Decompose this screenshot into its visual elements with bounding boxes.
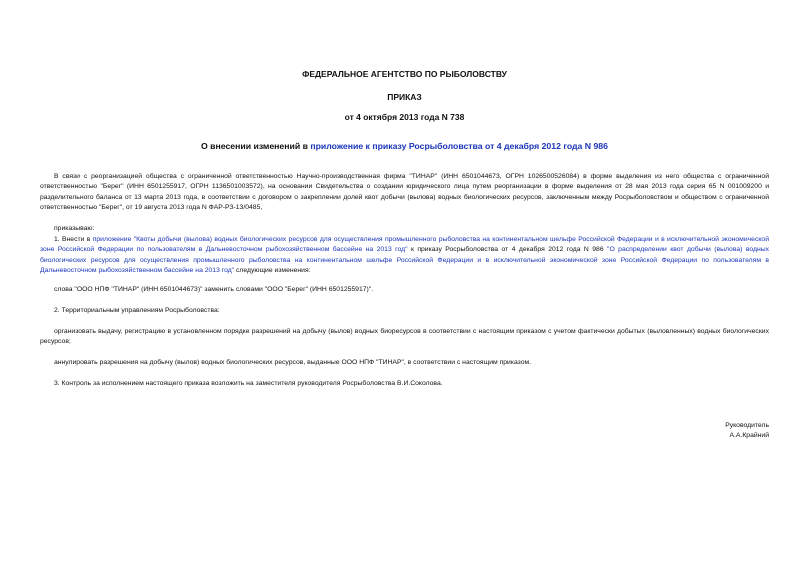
item-1-mid: к приказу Росрыболовства от 4 декабря 2012 года N 986 — [407, 246, 608, 254]
document-title — [40, 141, 769, 151]
signature-position: Руководитель — [725, 422, 769, 429]
order-word: приказываю: — [54, 225, 95, 232]
item-1-prefix: 1. Внести в — [54, 236, 93, 243]
item-1-suffix: следующие изменения: — [234, 267, 311, 275]
organize-paragraph: организовать выдачу, регистрацию в установленном порядке разрешений на добычу (вылов) водных биоресурсов в соответствии с настоящим приказом с учетом фактически добытых (выловленных) водных биологических ресурсов; — [40, 328, 769, 346]
document-type: ПРИКАЗ — [387, 92, 422, 102]
order-986-link[interactable]: "О распределении квот добычи (вылова) водных биологических ресурсов для осуществления промышленного рыболовства на континентальном шельфе Российской Федерации и в исключительной экономической зоне Российской Федерации по пользователям в Дальневосточном рыбохозяйственном бассейне на 2013 год" — [40, 246, 769, 275]
appendix-link[interactable]: приложение "Квоты добычи (вылова) водных биологических ресурсов для осуществления промышленного рыболовства на континентальном шельфе Российской Федерации и в исключительной экономической зоне Российской Федерации по пользователям в Дальневосточном рыбохозяйственном бассейне на 2013 год" — [40, 236, 769, 254]
title-link[interactable]: приложение к приказу Росрыболовства от 4 декабря 2012 года N 986 — [310, 141, 608, 151]
title-prefix: О внесении изменений в — [201, 141, 311, 151]
annul-paragraph: аннулировать разрешения на добычу (вылов) водных биологических ресурсов, выданные ООО НПФ "ТИНАР", в соответствии с настоящим приказом. — [54, 359, 532, 366]
document-date-number: от 4 октября 2013 года N 738 — [344, 112, 465, 122]
agency-heading: ФЕДЕРАЛЬНОЕ АГЕНТСТВО ПО РЫБОЛОВСТВУ — [302, 69, 507, 79]
signature-block — [725, 421, 769, 442]
replace-paragraph: слова "ООО НПФ "ТИНАР" (ИНН 6501044673)" заменить словами "ООО "Берег" (ИНН 6501255917)". — [54, 286, 374, 293]
item-3-paragraph: 3. Контроль за исполнением настоящего приказа возложить на заместителя руководителя Росрыболовства В.И.Соколова. — [54, 380, 443, 387]
item-2-paragraph: 2. Территориальным управлениям Росрыболовства: — [54, 307, 220, 314]
intro-paragraph: В связи с реорганизацией общества с ограниченной ответственностью Научно-производственная фирма "ТИНАР" (ИНН 6501044673, ОГРН 1026500526084) в форме выделения из него общества с ограниченной ответственностью "Берег" (ИНН 6501255917, ОГРН 1136501003572), на основании Свидетельства о создании юридического лица путем реорганизации в форме выделения от 28 мая 2013 года серия 65 N 001009200 и разделительного баланса от 13 марта 2013 года, в соответствии с договором о закреплении долей квот добычи (вылова) водных биологических ресурсов, заключенным между Росрыболовством и обществом с ограниченной ответственностью "Берег", от 19 августа 2013 года N ФАР-РЗ-13/0485, — [40, 173, 769, 212]
item-1-paragraph — [40, 235, 769, 277]
document-page — [40, 0, 769, 571]
signature-name: А.А.Крайний — [729, 432, 769, 440]
